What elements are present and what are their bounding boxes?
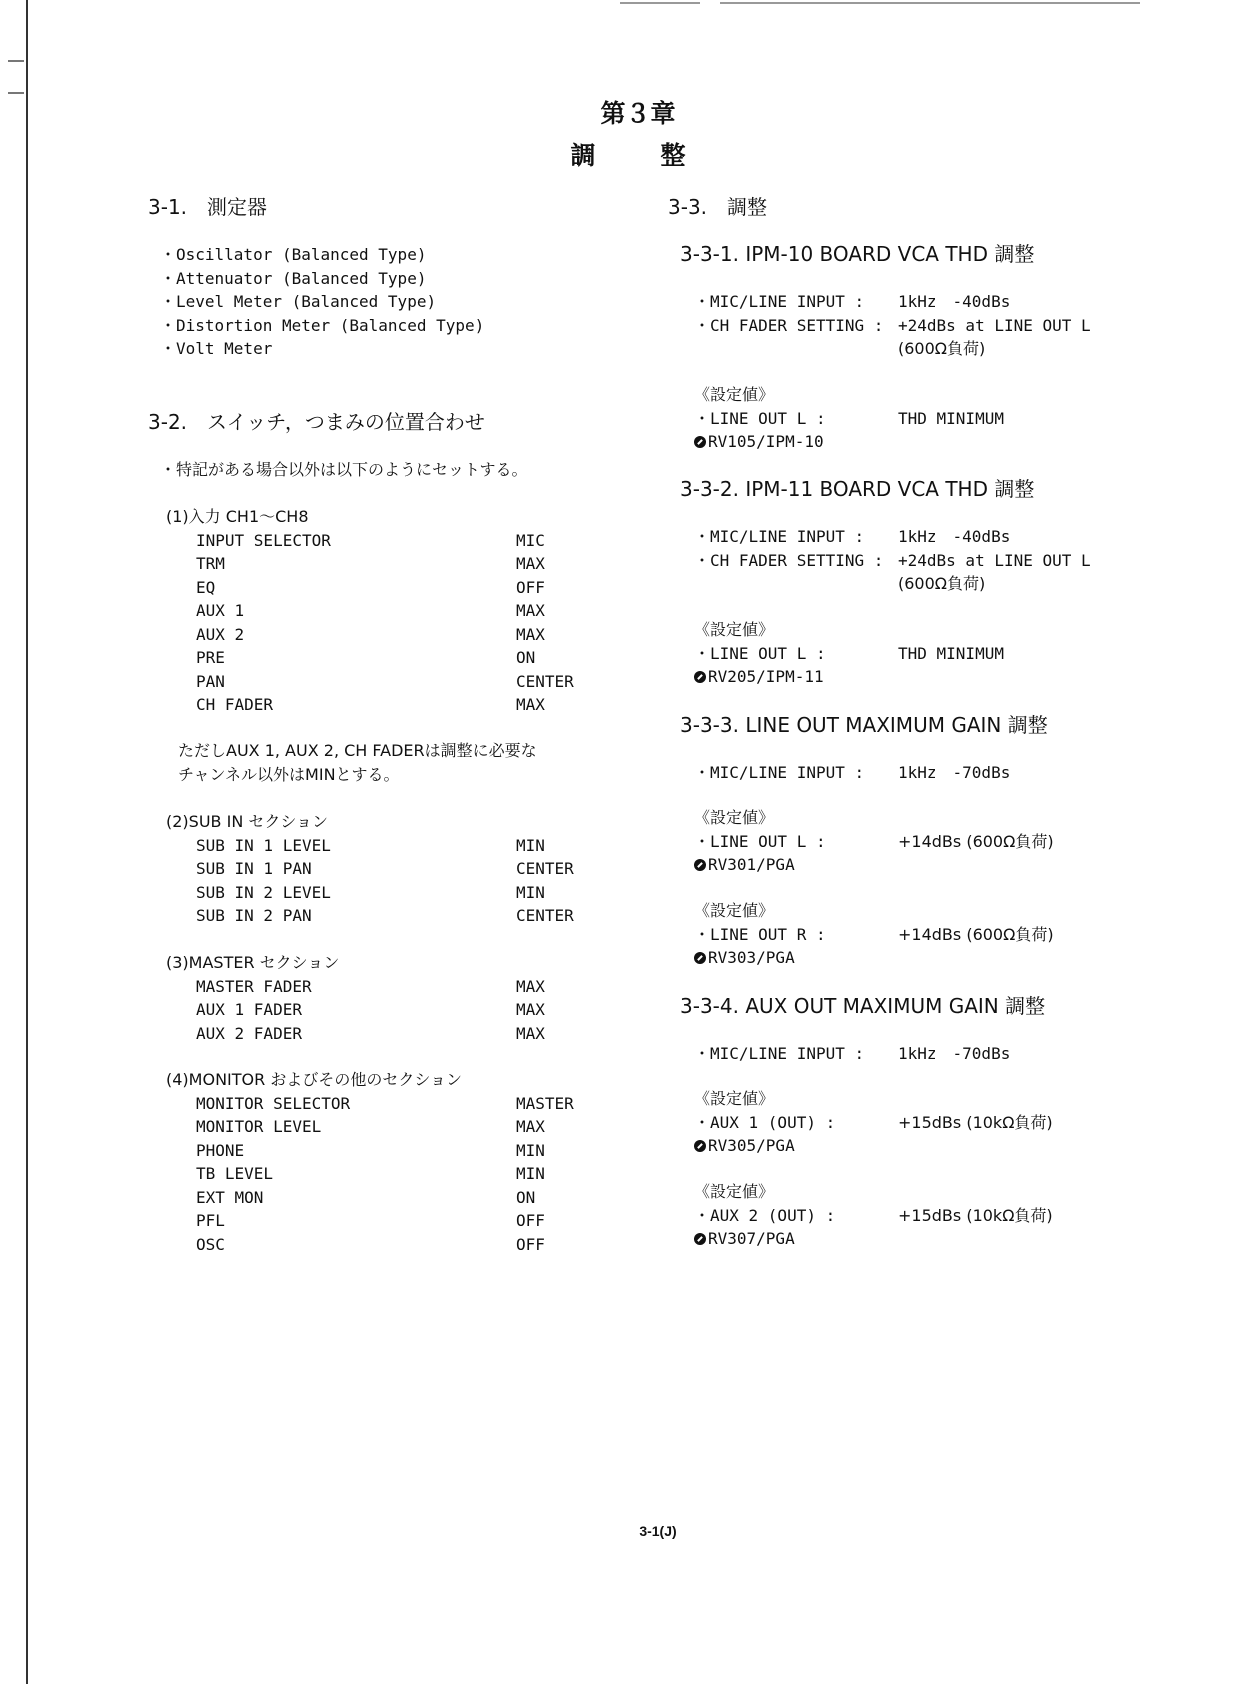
group-title: (1)入力 CH1～CH8 [166, 507, 309, 526]
table-row [196, 1092, 574, 1116]
setting-value: ON [516, 1187, 536, 1207]
table-row [196, 576, 574, 600]
table-row [196, 599, 574, 623]
table-row [694, 642, 1004, 666]
table-row [196, 834, 574, 858]
target-value: THD MINIMUM [898, 643, 1004, 663]
table-row [196, 623, 574, 647]
setting-label: 《設定値》 [694, 808, 775, 827]
setting-value: OFF [516, 1234, 545, 1254]
setting-value: MIC [516, 530, 545, 550]
table-row [196, 1162, 574, 1186]
setting-value: MIN [516, 882, 545, 902]
table-row [196, 670, 574, 694]
adjust-point-icon [694, 952, 706, 964]
condition-value: 1kHz -70dBs [898, 763, 1011, 782]
condition-key: ・MIC/LINE INPUT : [694, 1044, 865, 1063]
subsection-heading: 3-3-2. IPM-11 BOARD VCA THD 調整 [680, 477, 1035, 501]
adjust-point [694, 1227, 1053, 1251]
scan-top-mark [620, 2, 700, 4]
scan-edge-line [26, 0, 28, 1684]
table-row [694, 830, 1054, 854]
table-row [694, 761, 1010, 785]
group-sub-in [166, 810, 574, 928]
adjust-point-icon [694, 436, 706, 448]
setting-key: SUB IN 2 PAN [196, 906, 312, 925]
condition-value: +24dBs at LINE OUT L [898, 315, 1091, 335]
adjust-point-icon [694, 1140, 706, 1152]
table-row [694, 1204, 1053, 1228]
condition-key: ・MIC/LINE INPUT : [694, 527, 865, 546]
scan-mark [8, 60, 24, 62]
list-item: ・Level Meter (Balanced Type) [160, 292, 437, 311]
target-key: ・LINE OUT L : [694, 408, 826, 428]
target-value: +14dBs (600Ω負荷) [898, 831, 1054, 851]
target-value: +15dBs (10kΩ負荷) [898, 1205, 1053, 1225]
table-row [196, 1139, 574, 1163]
adjust-point-label: RV305/PGA [708, 1136, 795, 1155]
subsection-heading: 3-3-1. IPM-10 BOARD VCA THD 調整 [680, 242, 1035, 266]
setting-value: MAX [516, 554, 545, 573]
setting-value: CENTER [516, 671, 574, 691]
table-row [694, 314, 1091, 338]
setting-key: EQ [196, 577, 216, 597]
table-row [694, 1042, 1010, 1066]
setting-intro: ・特記がある場合以外は以下のようにセットする。 [160, 460, 528, 479]
setting-value: CENTER [516, 859, 574, 878]
condition-value: 1kHz -40dBs [898, 527, 1011, 546]
condition-key: ・MIC/LINE INPUT : [694, 292, 865, 311]
adjust-point-icon [694, 671, 706, 683]
chapter-subtitle: 調 整 [570, 141, 706, 170]
table-row [694, 337, 1091, 361]
setting-label: 《設定値》 [694, 620, 775, 639]
adjust-point [694, 430, 1004, 454]
equipment-list [160, 243, 484, 361]
target-block [694, 383, 1004, 454]
table-row [694, 549, 1091, 573]
setting-value: MAX [516, 1000, 545, 1019]
setting-key: AUX 1 FADER [196, 1000, 302, 1019]
table-row [694, 407, 1004, 431]
setting-key: SUB IN 1 LEVEL [196, 835, 331, 855]
setting-value: MIN [516, 1164, 545, 1183]
setting-value: MAX [516, 1023, 545, 1043]
list-item: ・Attenuator (Balanced Type) [160, 268, 427, 288]
target-key: ・AUX 2 (OUT) : [694, 1205, 836, 1225]
adjust-point [694, 665, 1004, 689]
table-row [196, 1233, 574, 1257]
setting-key: PHONE [196, 1140, 245, 1160]
setting-key: SUB IN 1 PAN [196, 859, 312, 878]
setting-value: MAX [516, 624, 545, 644]
setting-value: MIN [516, 1140, 545, 1160]
setting-key: MONITOR SELECTOR [196, 1093, 351, 1113]
table-row [694, 572, 1091, 596]
adjust-point [694, 853, 1054, 877]
group-master [166, 951, 545, 1045]
adjust-point [694, 1134, 1053, 1158]
section-heading-3-3: 3-3. 調整 [668, 195, 768, 219]
adjust-block [694, 290, 1091, 361]
table-row [196, 881, 574, 905]
setting-key: AUX 2 [196, 624, 245, 644]
setting-key: AUX 2 FADER [196, 1023, 302, 1043]
table-row [196, 904, 574, 928]
adjust-point-label: RV105/IPM-10 [708, 432, 824, 451]
setting-key: CH FADER [196, 695, 274, 714]
group-monitor [166, 1068, 574, 1256]
setting-key: OSC [196, 1234, 225, 1254]
condition-key: ・CH FADER SETTING : [694, 315, 884, 335]
condition-value: 1kHz -70dBs [898, 1044, 1011, 1063]
group-title: (2)SUB IN セクション [166, 812, 329, 831]
setting-value: MAX [516, 1117, 545, 1136]
table-row [196, 1186, 574, 1210]
note [178, 739, 537, 786]
table-row [196, 975, 545, 999]
adjust-block [694, 525, 1091, 596]
setting-label: 《設定値》 [694, 385, 775, 404]
adjust-point-icon [694, 859, 706, 871]
table-row [694, 525, 1091, 549]
setting-key: PRE [196, 648, 225, 667]
table-row [196, 857, 574, 881]
table-row [196, 1115, 574, 1139]
adjust-point-label: RV205/IPM-11 [708, 667, 824, 686]
setting-value: MAX [516, 976, 545, 996]
table-row [196, 552, 574, 576]
table-row [196, 1209, 574, 1233]
setting-key: AUX 1 [196, 601, 245, 620]
table-row [196, 1022, 545, 1046]
adjust-point [694, 946, 1054, 970]
target-block [694, 899, 1054, 970]
target-value: +15dBs (10kΩ負荷) [898, 1112, 1053, 1132]
target-block [694, 1087, 1053, 1158]
table-row [694, 290, 1091, 314]
adjust-block [694, 761, 1010, 785]
table-row [196, 646, 574, 670]
table-row [196, 998, 545, 1022]
list-item: ・Volt Meter [160, 339, 273, 358]
condition-key: ・CH FADER SETTING : [694, 550, 884, 570]
chapter-title: 第３章 [600, 99, 676, 128]
table-row [694, 923, 1054, 947]
adjust-block [694, 1042, 1010, 1066]
setting-value: ON [516, 648, 536, 667]
section-heading-3-1: 3-1. 測定器 [148, 195, 268, 219]
setting-key: MASTER FADER [196, 976, 312, 996]
target-key: ・AUX 1 (OUT) : [694, 1112, 836, 1132]
condition-key: ・MIC/LINE INPUT : [694, 763, 865, 782]
setting-value: OFF [516, 1211, 545, 1230]
setting-value: MAX [516, 601, 545, 620]
adjust-point-label: RV303/PGA [708, 948, 795, 967]
setting-value: OFF [516, 577, 545, 597]
note-line: ただしAUX 1, AUX 2, CH FADERは調整に必要な [178, 741, 537, 760]
setting-key: TRM [196, 554, 225, 573]
table-row [196, 529, 574, 553]
condition-value: (600Ω負荷) [898, 574, 986, 593]
group-title: (3)MASTER セクション [166, 953, 340, 972]
condition-value: (600Ω負荷) [898, 339, 986, 358]
adjust-point-label: RV307/PGA [708, 1229, 795, 1248]
scan-top-mark [720, 2, 1140, 4]
setting-label: 《設定値》 [694, 1089, 775, 1108]
setting-key: PFL [196, 1211, 225, 1230]
target-key: ・LINE OUT L : [694, 831, 826, 851]
subsection-heading: 3-3-4. AUX OUT MAXIMUM GAIN 調整 [680, 994, 1046, 1018]
setting-key: MONITOR LEVEL [196, 1117, 322, 1136]
target-value: THD MINIMUM [898, 408, 1004, 428]
target-key: ・LINE OUT R : [694, 924, 826, 944]
condition-value: 1kHz -40dBs [898, 292, 1011, 311]
setting-label: 《設定値》 [694, 1182, 775, 1201]
section-heading-3-2: 3-2. スイッチ，つまみの位置合わせ [148, 410, 485, 434]
setting-value: MAX [516, 695, 545, 714]
target-block [694, 1180, 1053, 1251]
page-number: 3-1(J) [639, 1523, 677, 1539]
setting-key: TB LEVEL [196, 1164, 274, 1183]
table-row [196, 693, 574, 717]
table-row [694, 1111, 1053, 1135]
target-key: ・LINE OUT L : [694, 643, 826, 663]
setting-key: EXT MON [196, 1187, 264, 1207]
setting-value: CENTER [516, 906, 574, 925]
adjust-point-icon [694, 1233, 706, 1245]
target-block [694, 618, 1004, 689]
setting-value: MASTER [516, 1093, 574, 1113]
adjust-point-label: RV301/PGA [708, 855, 795, 874]
list-item: ・Oscillator (Balanced Type) [160, 245, 427, 264]
list-item: ・Distortion Meter (Balanced Type) [160, 315, 485, 335]
setting-key: PAN [196, 671, 225, 691]
setting-key: SUB IN 2 LEVEL [196, 882, 331, 902]
setting-label: 《設定値》 [694, 901, 775, 920]
condition-value: +24dBs at LINE OUT L [898, 550, 1091, 570]
setting-key: INPUT SELECTOR [196, 530, 331, 550]
setting-value: MIN [516, 835, 545, 855]
group-input-ch [166, 505, 574, 717]
group-title: (4)MONITOR およびその他のセクション [166, 1070, 463, 1089]
subsection-heading: 3-3-3. LINE OUT MAXIMUM GAIN 調整 [680, 713, 1048, 737]
note-line: チャンネル以外はMINとする。 [178, 764, 400, 784]
target-block [694, 806, 1054, 877]
target-value: +14dBs (600Ω負荷) [898, 924, 1054, 944]
